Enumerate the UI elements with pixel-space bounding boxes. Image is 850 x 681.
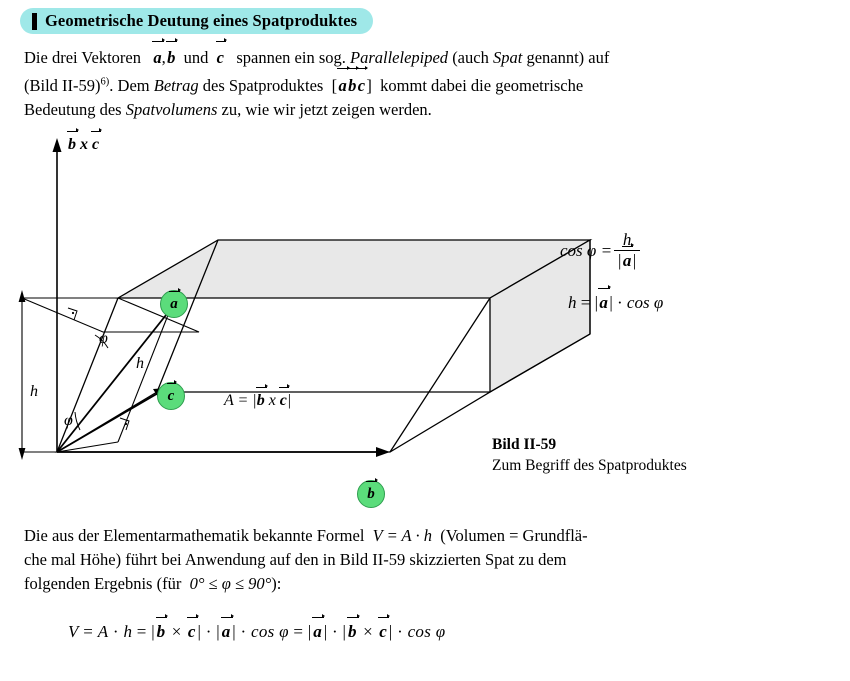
body-text-3a: folgenden Ergebnis (für	[24, 574, 182, 593]
figure-formula-block	[560, 230, 663, 313]
section-heading-banner	[20, 8, 373, 34]
section-heading-text: Geometrische Deutung eines Spatproduktes	[45, 11, 358, 30]
vector-b-node	[357, 480, 385, 508]
bottom-formula: V = A · h = | b × c | · | a | · cos φ = | a | · | b × c | · cos φ	[68, 622, 446, 641]
vector-c-inline: c	[217, 46, 224, 70]
intro-line-1: Die drei Vektoren a, b und c spannen ein sog. Parallelepiped (auch Spat genannt) auf	[24, 48, 609, 67]
vector-b-node-label: b	[367, 485, 375, 502]
right-angle-dot-upper	[72, 312, 74, 314]
axis-label-c: c	[92, 136, 100, 153]
intro-text-2d: des Spatproduktes	[202, 75, 324, 95]
intro-text-1b: und	[183, 48, 209, 67]
vector-c-node	[157, 382, 185, 410]
vector-c-bracket: c	[358, 74, 365, 98]
axis-label-bxc: b x c	[68, 136, 100, 153]
intro-text-2c: Betrag	[153, 75, 199, 95]
body-paragraph	[24, 524, 824, 596]
formula-cos-phi-lhs: cos φ =	[560, 240, 613, 260]
intro-text-1a: Die drei Vektoren	[24, 48, 141, 67]
body-line-2: che mal Höhe) führt bei Anwendung auf den in Bild II-59 skizzierten Spat zu dem	[24, 550, 567, 569]
formula-cos-phi-numerator: h	[622, 230, 632, 249]
body-text-3c: ):	[271, 574, 282, 593]
spat-illustration-svg	[0, 130, 850, 520]
intro-line-2: (Bild II-59)$^{6)}$. Dem Betrag des Spatproduktes [ a b c ] kommt dabei die geometrische	[24, 76, 583, 95]
axis-label-b: b	[68, 136, 76, 153]
label-phi-lower: φ	[64, 412, 73, 429]
formula-h: h = | a | · cos φ	[568, 293, 664, 312]
vector-a-bracket: a	[338, 74, 346, 98]
figure-caption-title: Bild II-59	[492, 436, 557, 453]
heading-bullet-bar	[32, 13, 37, 30]
label-base-area: A = |b x c|	[224, 392, 292, 409]
footnote-marker: 6)	[100, 76, 110, 87]
intro-text-3b: Spatvolumens	[125, 99, 218, 119]
formula-cos-phi	[560, 230, 663, 271]
label-phi-upper: φ	[99, 330, 108, 347]
formula-cos-phi-denominator: | a |	[614, 250, 640, 271]
intro-paragraph	[24, 46, 824, 122]
body-angle-range: 0° ≤ φ ≤ 90°	[189, 574, 272, 593]
formula-cos-phi-fraction	[614, 230, 640, 271]
body-text-1c: (Volumen = Grundflä-	[440, 526, 588, 545]
intro-text-1c: spannen ein sog.	[236, 48, 346, 67]
intro-text-1f: Spat	[492, 48, 523, 67]
body-line-1	[24, 526, 588, 545]
spat-edge-right-front	[390, 298, 490, 452]
intro-text-1e: (auch	[452, 48, 489, 67]
label-h-outer: h	[30, 383, 38, 400]
vector-c-node-label: c	[167, 387, 175, 404]
vector-b-bracket: b	[348, 74, 356, 98]
vector-a-node-label: a	[170, 295, 178, 312]
intro-text-2e: kommt dabei die geometrische	[380, 75, 584, 95]
height-measure-arrow-bottom	[19, 448, 26, 460]
label-h-inner: h	[136, 355, 144, 372]
figure-caption-subtitle: Zum Begriff des Spatproduktes	[492, 457, 687, 474]
right-angle-dot-lower	[125, 423, 127, 425]
area-vector-b: b	[256, 392, 265, 409]
intro-text-2a: (Bild II-59)	[24, 75, 101, 95]
vector-a-node	[160, 290, 188, 318]
height-measure-arrow-top	[19, 290, 26, 302]
axis-bxc-arrowhead	[53, 138, 62, 152]
vector-b-inline: b	[167, 46, 175, 70]
area-vector-c: c	[279, 392, 287, 409]
intro-text-1d: Parallelepiped	[350, 48, 449, 67]
vector-a-inline: a	[153, 46, 161, 70]
intro-text-3a: Bedeutung des	[24, 99, 122, 119]
body-text-1a: Die aus der Elementarmathematik bekannte Formel	[24, 526, 365, 545]
intro-text-1g: genannt) auf	[526, 48, 610, 67]
intro-text-3c: zu, wie wir jetzt zeigen werden.	[221, 99, 432, 119]
figure-spat-diagram	[0, 130, 850, 520]
intro-text-2b: . Dem	[109, 75, 150, 95]
body-line-3	[24, 574, 281, 593]
intro-line-3	[24, 100, 432, 119]
body-text-formula: V = A · h	[372, 526, 432, 545]
